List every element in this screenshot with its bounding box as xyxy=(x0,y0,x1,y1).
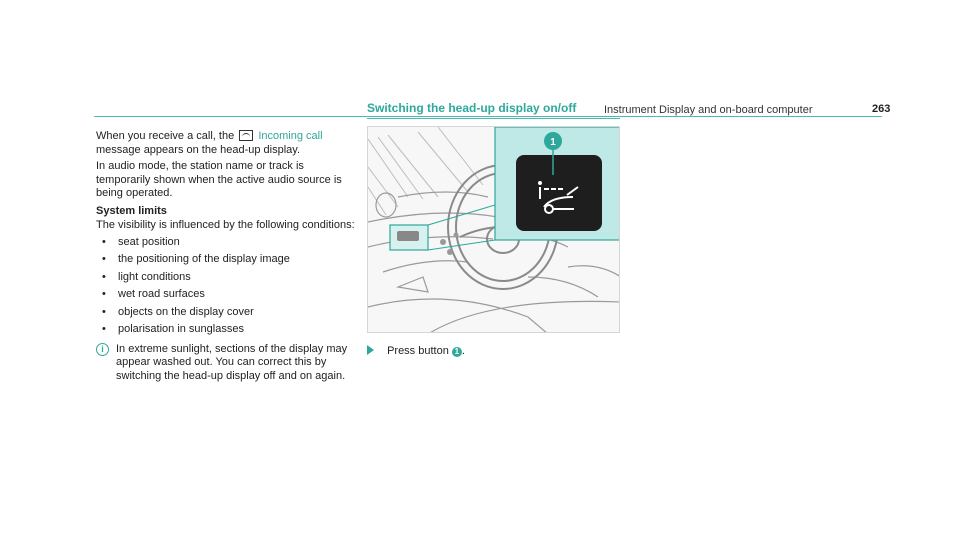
section-title: Instrument Display and on-board computer xyxy=(604,104,813,116)
note-block xyxy=(96,343,356,384)
hud-section-heading: Switching the head-up display on/off xyxy=(367,101,577,115)
step-text: Press button xyxy=(387,345,449,357)
list-item: • the positioning of the display image xyxy=(96,253,356,267)
header-divider xyxy=(94,116,882,117)
left-column xyxy=(96,130,356,383)
conditions-list xyxy=(96,236,356,337)
cockpit-illustration-svg xyxy=(368,127,620,333)
callout-number: 1 xyxy=(550,137,556,148)
list-item: • light conditions xyxy=(96,271,356,285)
visibility-paragraph: The visibility is influenced by the following conditions: xyxy=(96,219,355,231)
note-text: In extreme sunlight, sections of the display may appear washed out. You can correct this by switching the head-up display off and on again. xyxy=(116,342,348,382)
instruction-step xyxy=(367,345,465,357)
call-text-after: message appears on the head-up display. xyxy=(96,143,301,156)
step-arrow-icon xyxy=(367,345,374,355)
list-item: • polarisation in sunglasses xyxy=(96,323,356,337)
heading-divider xyxy=(367,118,620,119)
phone-call-icon xyxy=(239,130,253,141)
button-ref-badge: 1 xyxy=(452,347,462,357)
info-note-icon: i xyxy=(96,343,109,356)
call-text-before: When you receive a call, the xyxy=(96,130,235,142)
page-number: 263 xyxy=(872,103,891,115)
step-end: . xyxy=(461,345,465,357)
list-item: • objects on the display cover xyxy=(96,306,356,320)
incoming-call-paragraph xyxy=(96,130,356,157)
list-item: • seat position xyxy=(96,236,356,250)
audio-mode-paragraph: In audio mode, the station name or track is temporarily shown when the active audio source is being operated. xyxy=(96,160,342,199)
hud-switch-button xyxy=(516,155,602,231)
incoming-call-label: Incoming call xyxy=(258,130,323,142)
list-item: • wet road surfaces xyxy=(96,288,356,302)
system-limits-heading: System limits xyxy=(96,204,167,217)
cockpit-illustration xyxy=(367,126,620,333)
